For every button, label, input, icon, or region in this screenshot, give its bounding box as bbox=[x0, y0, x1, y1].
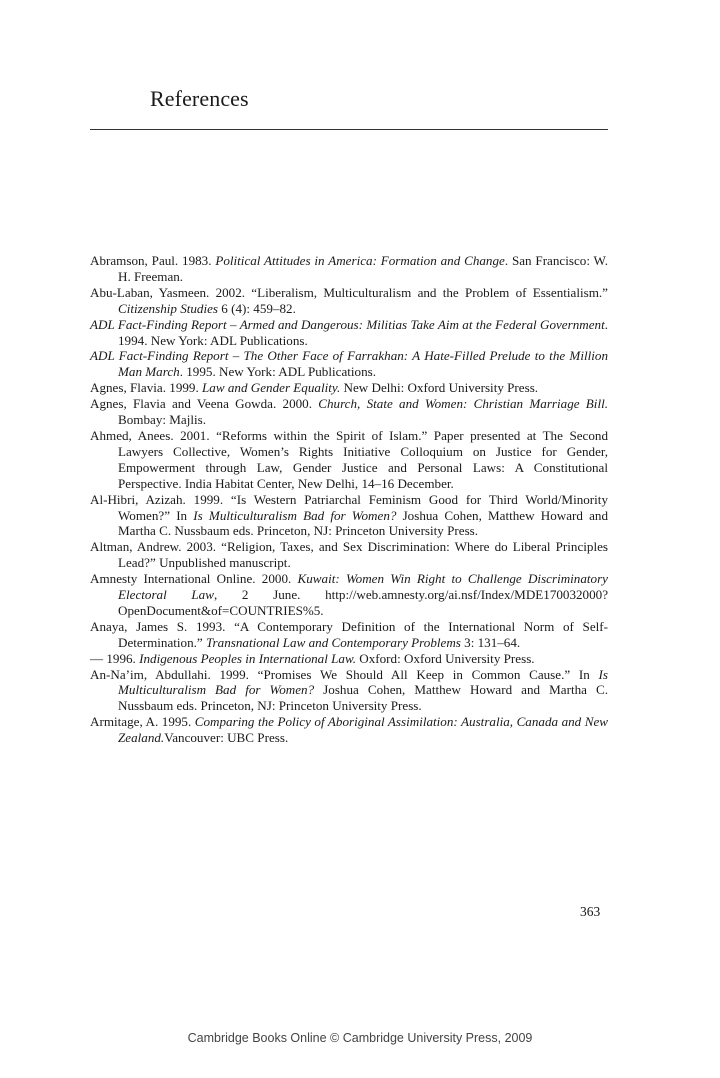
reference-entry: Abramson, Paul. 1983. Political Attitudes in America: Formation and Change. San Francisco: W. H. Freeman. bbox=[90, 253, 608, 284]
reference-entry: Armitage, A. 1995. Comparing the Policy of Aboriginal Assimilation: Australia, Canada and New Zealand.Vancouver: UBC Press. bbox=[90, 714, 609, 746]
reference-entry: Altman, Andrew. 2003. “Religion, Taxes, and Sex Discrimination: Where do Liberal Principles Lead?” Unpublished manuscript. bbox=[90, 539, 608, 571]
page-number: 363 bbox=[580, 904, 601, 919]
reference-list bbox=[90, 253, 608, 746]
footer-copyright: Cambridge Books Online © Cambridge University Press, 2009 bbox=[187, 1031, 533, 1045]
reference-entry: Anaya, James S. 1993. “A Contemporary Definition of the International Norm of Self-Determination.” Transnational Law and Contemporary Problems 3: 131–64. bbox=[90, 618, 608, 650]
reference-entry: ADL Fact-Finding Report – Armed and Dangerous: Militias Take Aim at the Federal Government. 1994. New York: ADL Publications. bbox=[90, 316, 608, 348]
reference-entry: Agnes, Flavia and Veena Gowda. 2000. Church, State and Women: Christian Marriage Bill. Bombay: Majlis. bbox=[90, 396, 608, 428]
reference-entry: Al-Hibri, Azizah. 1999. “Is Western Patriarchal Feminism Good for Third World/Minority Women?” In Is Multiculturalism Bad for Women? Joshua Cohen, Matthew Howard and Martha C. Nussbaum eds. Princeton, NJ: Princeton University Press. bbox=[90, 491, 608, 539]
heading-rule bbox=[90, 129, 608, 130]
reference-entry: ADL Fact-Finding Report – The Other Face of Farrakhan: A Hate-Filled Prelude to the Million Man March. 1995. New York: ADL Publications. bbox=[90, 348, 608, 380]
page-heading: References bbox=[150, 86, 249, 111]
reference-entry: Agnes, Flavia. 1999. Law and Gender Equality. New Delhi: Oxford University Press. bbox=[90, 380, 539, 396]
reference-entry: Ahmed, Anees. 2001. “Reforms within the Spirit of Islam.” Paper presented at The Second Lawyers Collective, Women’s Rights Initiative Colloquium on Justice for Gender, Empowerment through Law, Gender Justice and Personal Laws: A Constitutional Perspective. India Habitat Center, New Delhi, 14–16 December. bbox=[90, 427, 608, 491]
reference-entry: An-Na’im, Abdullahi. 1999. “Promises We Should All Keep in Common Cause.” In Is Multiculturalism Bad for Women? Joshua Cohen, Matthew Howard and Martha C. Nussbaum eds. Princeton, NJ: Princeton University Press. bbox=[90, 666, 608, 714]
reference-entry: — 1996. Indigenous Peoples in International Law. Oxford: Oxford University Press. bbox=[90, 650, 535, 666]
reference-entry: Abu-Laban, Yasmeen. 2002. “Liberalism, Multiculturalism and the Problem of Essentialism.” Citizenship Studies 6 (4): 459–82. bbox=[90, 284, 608, 316]
reference-entry: Amnesty International Online. 2000. Kuwait: Women Win Right to Challenge Discriminatory Electoral Law, 2 June. http://web.amnesty.org/ai.nsf/Index/MDE170032000? OpenDocument&of=COUNTRIES%5. bbox=[90, 571, 609, 618]
